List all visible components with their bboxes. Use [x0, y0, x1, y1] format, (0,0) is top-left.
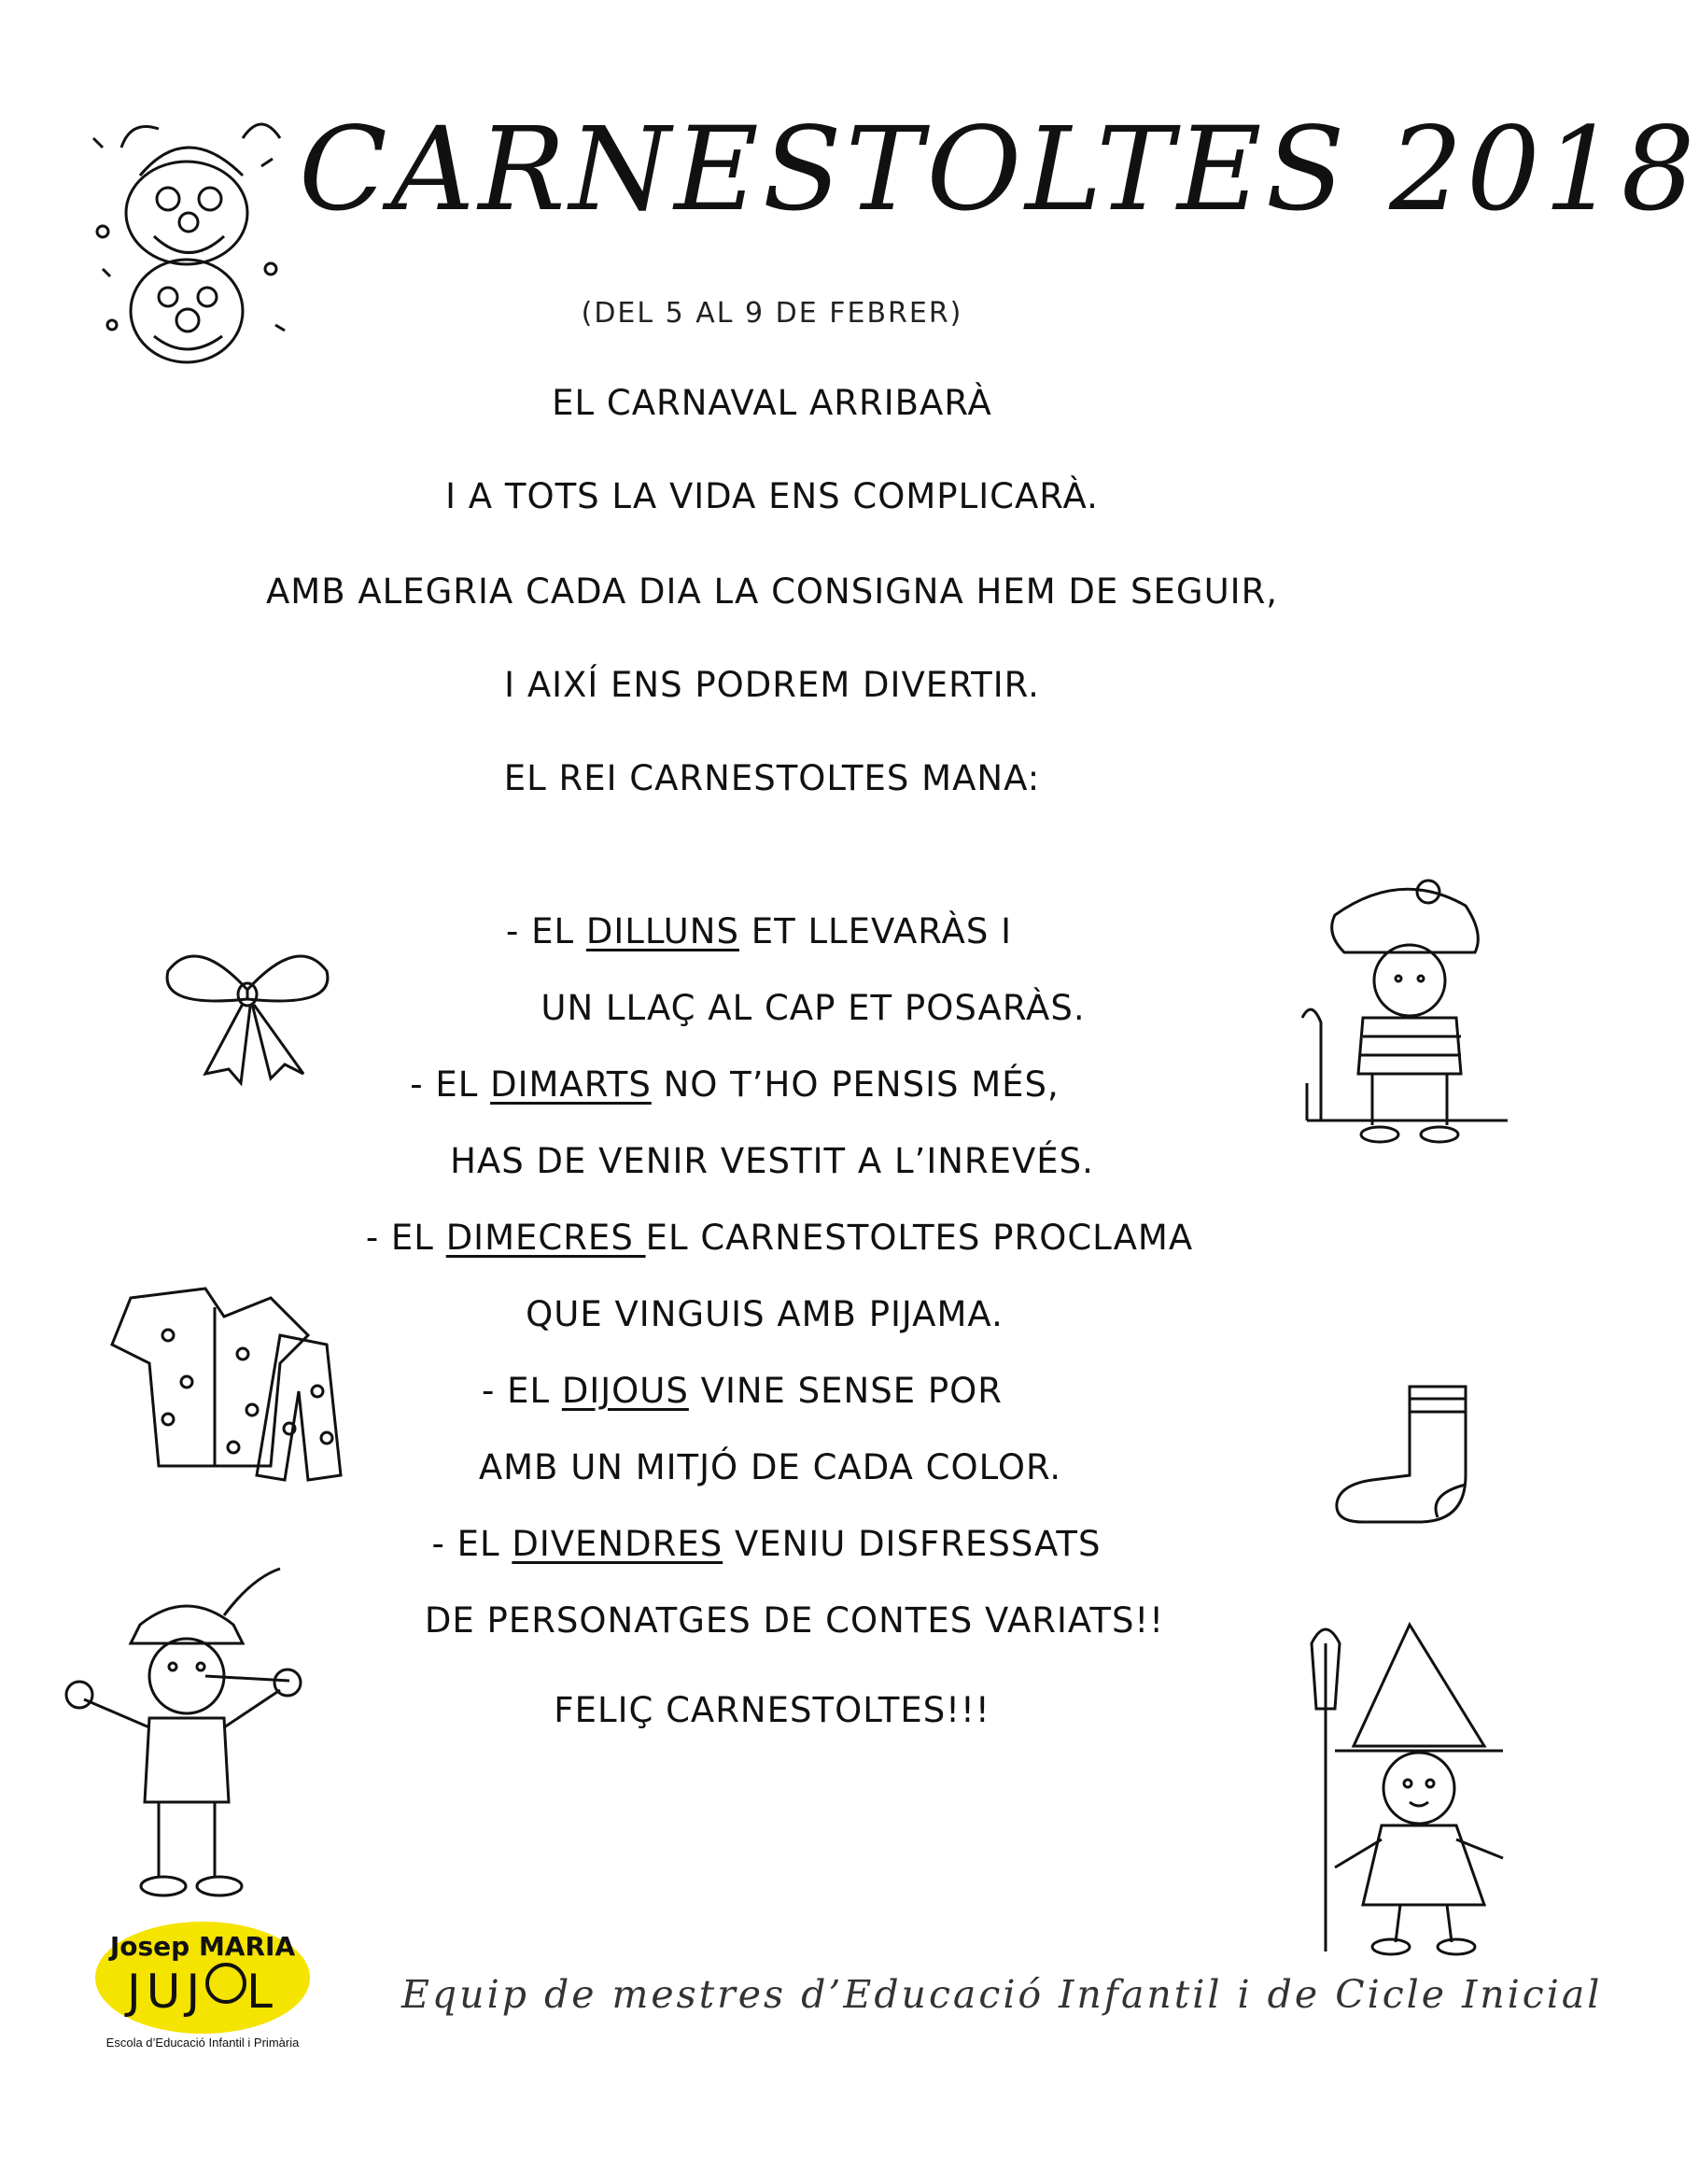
carnival-masks-icon [75, 82, 308, 390]
logo-line3: L [246, 1965, 278, 2019]
rule-text: VINE SENSE POR [688, 1371, 1003, 1411]
logo-subtitle: Escola d’Educació Infantil i Primària [105, 2036, 300, 2050]
rule-day: DIMARTS [490, 1064, 652, 1105]
poem-line: EL CARNAVAL ARRIBARÀ [552, 383, 992, 423]
rule-friday [0, 1524, 1538, 1564]
witch-icon [1298, 1625, 1522, 1961]
poem-line: AMB ALEGRIA CADA DIA LA CONSIGNA HEM DE SEGUIR, [265, 571, 1279, 612]
rule-friday-line2: DE PERSONATGES DE CONTES VARIATS!! [424, 1600, 1165, 1641]
page-title: CARNESTOLTES 2018 [299, 103, 1699, 237]
closing-line: FELIÇ CARNESTOLTES!!! [554, 1690, 990, 1730]
rule-text: VENIU DISFRESSATS [723, 1524, 1102, 1564]
rule-prefix: - EL [410, 1064, 491, 1105]
rule-day: DILLUNS [585, 911, 739, 951]
rule-prefix: - EL [481, 1371, 562, 1411]
poem-line: I A TOTS LA VIDA ENS COMPLICARÀ. [445, 476, 1099, 516]
rule-thursday-line2: AMB UN MITJÓ DE CADA COLOR. [478, 1447, 1062, 1487]
pajama-icon [93, 1279, 355, 1494]
rule-wednesday [7, 1218, 1552, 1258]
child-reversed-clothes-icon [1298, 868, 1512, 1148]
footer-credit: Equip de mestres d’Educació Infantil i de Cicle Inicial [401, 1972, 1603, 2017]
pinocchio-icon [56, 1569, 327, 1905]
rule-text: NO T’HO PENSIS MÉS, [651, 1064, 1060, 1105]
rule-day: DIJOUS [561, 1371, 689, 1411]
rule-text: ET LLEVARÀS I [738, 911, 1012, 951]
school-logo [86, 1922, 319, 2062]
rule-prefix: - EL [365, 1218, 446, 1258]
rule-text: EL CARNESTOLTES PROCLAMA [645, 1218, 1194, 1258]
rule-monday-line2: UN LLAÇ AL CAP ET POSARÀS. [541, 988, 1086, 1028]
poem-line: I AIXÍ ENS PODREM DIVERTIR. [504, 665, 1040, 705]
rule-day: DIMECRES [445, 1218, 646, 1258]
rule-prefix: - EL [431, 1524, 513, 1564]
logo-line1: Josep MARIA [109, 1931, 296, 1962]
bow-icon [159, 934, 336, 1083]
poem-line: EL REI CARNESTOLTES MANA: [503, 758, 1041, 798]
logo-name [105, 1963, 301, 2019]
logo-line2: JUJ [127, 1965, 206, 2019]
rule-prefix: - EL [506, 911, 586, 951]
smiley-icon [205, 1963, 246, 2004]
rule-tuesday-line2: HAS DE VENIR VESTIT A L’INREVÉS. [450, 1141, 1094, 1181]
rule-day: DIVENDRES [512, 1524, 723, 1564]
rule-wednesday-line2: QUE VINGUIS AMB PIJAMA. [526, 1294, 1004, 1334]
sock-icon [1326, 1382, 1494, 1550]
date-range: (DEL 5 AL 9 DE FEBRER) [581, 297, 963, 330]
